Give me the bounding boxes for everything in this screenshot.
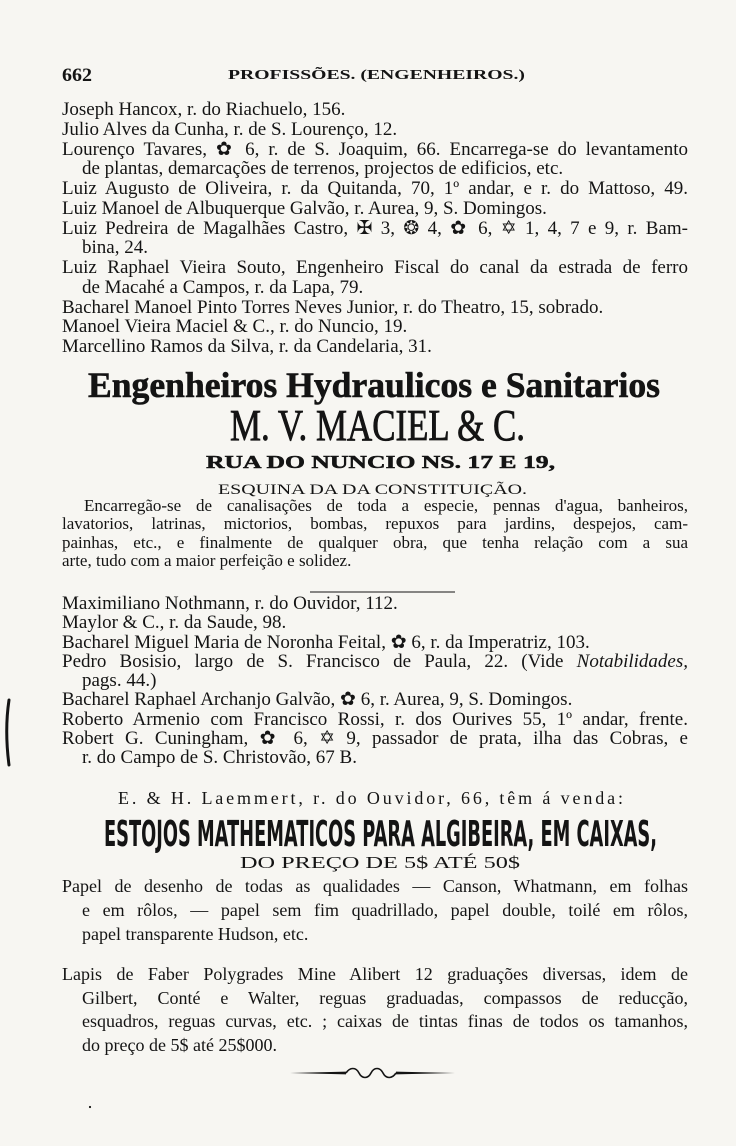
advert-body-line: painhas, etc., e finalmente de qualquer obra, que tenha relação com a sua [62, 532, 688, 552]
engineers-list-top [62, 100, 688, 357]
laemmert-price: DO PREÇO DE 5$ ATÉ 50$ [240, 853, 520, 872]
ornament-left-taper [290, 1072, 346, 1075]
entry-line: Maximiliano Nothmann, r. do Ouvidor, 112. [62, 593, 398, 614]
ornament-scroll [346, 1069, 396, 1078]
entry-line: Luiz Augusto de Oliveira, r. da Quitanda, 70, 1º andar, e r. do Mattoso, 49. [62, 178, 688, 199]
entry-line: Luiz Manoel de Albuquerque Galvão, r. Aurea, 9, S. Domingos. [62, 197, 547, 219]
entry-line-continued: de plantas, demarcações de terrenos, projectos de edificios, etc. [82, 158, 564, 180]
directory-entry [62, 258, 688, 298]
entry-line: Robert G. Cuningham, ✿ 6, ✡ 9, passador de prata, ilha das Cobras, e [62, 728, 688, 750]
entry-line: Manoel Vieira Maciel & C., r. do Nuncio, 19. [62, 316, 408, 338]
directory-entry [62, 199, 688, 219]
entry-line: Roberto Armenio com Francisco Rossi, r. dos Ourives 55, 1º andar, frente. [62, 708, 688, 730]
cross-reference-italic: Notabilidades, [576, 650, 689, 672]
directory-entry [62, 219, 688, 259]
entry-text: Pedro Bosisio, largo de S. Francisco de Paula, 22. (Vide [62, 650, 564, 672]
advert-body-line: do preço de 5$ até 25$000. [82, 1035, 277, 1056]
directory-entry [62, 100, 688, 120]
entry-line: Maylor & C., r. da Saude, 98. [62, 612, 287, 634]
directory-entry [62, 337, 688, 357]
scan-speck [89, 1106, 91, 1108]
engineers-list-bottom [62, 594, 688, 768]
directory-entry [62, 298, 688, 318]
advert-corner: ESQUINA DA DA CONSTITUIÇÃO. [218, 482, 527, 498]
advert-body-line: Encarregão-se de canalisações de toda a especie, pennas d'agua, banheiros, [84, 496, 688, 515]
entry-line: Marcellino Ramos da Silva, r. da Candelaria, 31. [62, 336, 432, 357]
entry-line: Luiz Pedreira de Magalhães Castro, ✠ 3, ❂ 4, ✿ 6, ✡ 1, 4, 7 e 9, r. Bam- [62, 217, 688, 239]
directory-entry [62, 594, 688, 613]
maciel-advert-body [62, 497, 688, 570]
entry-line: Julio Alves da Cunha, r. de S. Lourenço, 12. [62, 118, 398, 140]
entry-line: Bacharel Manoel Pinto Torres Neves Junior, r. do Theatro, 15, sobrado. [62, 296, 604, 318]
entry-line: Bacharel Miguel Maria de Noronha Feital, ✿ 6, r. da Imperatriz, 103. [62, 631, 590, 653]
laemmert-paper-paragraph [62, 874, 688, 946]
entry-line: Joseph Hancox, r. do Riachuelo, 156. [62, 99, 346, 120]
laemmert-headline: ESTOJOS MATHEMATICOS PARA ALGIBEIRA, EM CAIXAS, [104, 814, 657, 855]
advert-body-line: e em rôlos, — papel sem fim quadrillado, papel double, toilé em rôlos, [82, 900, 688, 920]
laemmert-intro: E. & H. Laemmert, r. do Ouvidor, 66, têm á venda: [118, 788, 623, 808]
directory-entry [62, 317, 688, 337]
directory-entry [62, 729, 688, 768]
entry-line: Lourenço Tavares, ✿ 6, r. de S. Joaquim, 66. Encarrega-se do levantamento [62, 138, 688, 160]
directory-entry [62, 710, 688, 729]
entry-line-continued: de Macahé a Campos, r. da Lapa, 79. [82, 276, 364, 298]
advert-body-line: lavatorios, latrinas, mictorios, bombas, repuxos para jardins, despejos, cam- [62, 514, 688, 534]
entry-line-continued: pags. 44.) [82, 670, 157, 692]
ornament-right-taper [396, 1072, 455, 1075]
advert-body-line: esquadros, reguas curvas, etc. ; caixas de tintas finas de todos os tamanhos, [82, 1011, 688, 1032]
laemmert-pencils-paragraph [62, 963, 688, 1058]
scan-margin-mark [7, 700, 9, 765]
advert-title: Engenheiros Hydraulicos e Sanitarios [88, 365, 660, 405]
ornament-rule [290, 1069, 455, 1078]
advert-body-line: arte, tudo com a maior perfeição e solidez. [62, 550, 352, 570]
entry-line: Bacharel Raphael Archanjo Galvão, ✿ 6, r. Aurea, 9, S. Domingos. [62, 689, 573, 711]
advert-body-line: papel transparente Hudson, etc. [82, 924, 309, 944]
directory-entry [62, 179, 688, 199]
advert-body-line: Gilbert, Conté e Walter, reguas graduadas, compassos de reducção, [82, 987, 688, 1008]
page-number: 662 [62, 65, 92, 86]
entry-line: Luiz Raphael Vieira Souto, Engenheiro Fiscal do canal da estrada de ferro [62, 257, 688, 278]
advert-body-line: Lapis de Faber Polygrades Mine Alibert 12 graduações diversas, idem de [62, 964, 688, 984]
advert-firm-name: M. V. MACIEL & C. [230, 401, 525, 450]
directory-entry [62, 690, 688, 709]
entry-line-continued: r. do Campo de S. Christovão, 67 B. [82, 747, 357, 769]
entry-line-continued: bina, 24. [82, 237, 148, 259]
directory-entry [62, 120, 688, 140]
advert-address: RUA DO NUNCIO NS. 17 E 19, [206, 452, 555, 472]
advert-body-line: Papel de desenho de todas as qualidades — Canson, Whatmann, em folhas [62, 876, 688, 896]
directory-entry [62, 613, 688, 632]
directory-entry [62, 140, 688, 180]
running-head: PROFISSÕES. (ENGENHEIROS.) [228, 68, 440, 83]
directory-entry [62, 652, 688, 691]
directory-entry [62, 633, 688, 652]
entry-line [62, 652, 688, 671]
